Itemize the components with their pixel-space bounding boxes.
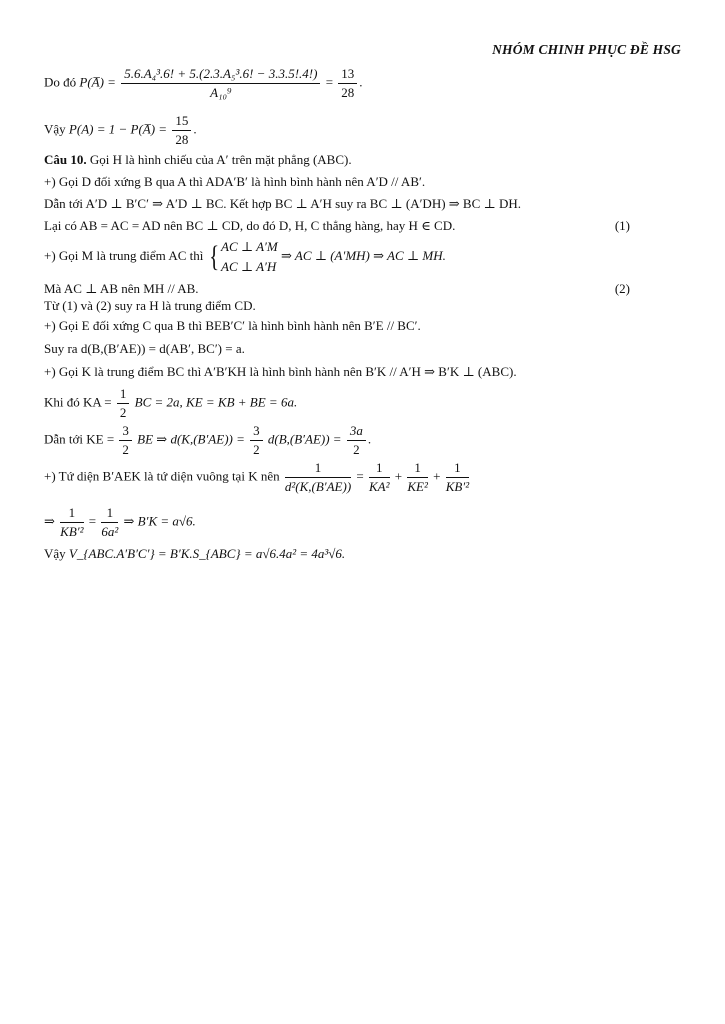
solution-line-12: +) Gọi K là trung điểm BC thì A′B′KH là hình bình hành nên B′K // A′H ⇒ B′K ⊥ (ABC). bbox=[44, 364, 517, 379]
solution-line-2: Vậy P(A) = 1 − P(A̅) = $\frac{15}{28}$ . bbox=[44, 113, 197, 147]
solution-line-5: Dẫn tới A′D ⊥ B′C′ ⇒ A′D ⊥ BC. Kết hợp BC ⊥ A′H suy ra BC ⊥ (A′DH) ⇒ BC ⊥ DH. bbox=[44, 196, 522, 211]
solution-line-9: Từ (1) và (2) suy ra H là trung điểm CD. bbox=[44, 298, 256, 313]
fraction: $\frac{15}{28}$ bbox=[172, 113, 191, 148]
equation-system: AC ⊥ A′M AC ⊥ A′H bbox=[221, 239, 278, 274]
brace-icon: { bbox=[208, 240, 219, 273]
solution-line-8: Mà AC ⊥ AB nên MH // AB. bbox=[44, 281, 199, 296]
solution-line-15: +) Tứ diện B′AEK là tứ diện vuông tại K nên $\frac{1}{\text{d²(K,(B′AE))}}$ = $\frac{1}{\text{KA²}}$ + $\frac{1}{\text{KE²}}$ + $\frac{1}{\text{KB′²}}$ bbox=[44, 460, 470, 494]
equation-tag-1: (1) bbox=[614, 218, 630, 233]
formula: P(A̅) = bbox=[79, 74, 116, 90]
solution-line-14: Dẫn tới KE = $\frac{3}{2}$ BE ⇒ d(K,(B′AE)) = $\frac{3}{2}$ d(B,(B′AE)) = $\frac{3a}{2}$ . bbox=[44, 423, 372, 457]
fraction: $\frac{1}{2}$ bbox=[117, 386, 130, 421]
question-heading: Câu 10. Gọi H là hình chiếu của A′ trên mặt phẳng (ABC). bbox=[44, 152, 352, 167]
page-header: NHÓM CHINH PHỤC ĐỀ HSG bbox=[492, 42, 681, 57]
fraction: $\frac{\text{5.6.A₄³.6! + 5.(2.3.A₅³.6! − 3.3.5!.4!)}}{\text{A₁₀⁹}}$ bbox=[121, 66, 320, 101]
solution-line-13: Khi đó KA = $\frac{1}{2}$ BC = 2a, KE = KB + BE = 6a. bbox=[44, 386, 298, 420]
solution-line-17: Vậy V_{ABC.A′B′C′} = B′K.S_{ABC} = a√6.4a² = 4a³√6. bbox=[44, 546, 346, 561]
solution-line-1: Do đó P(A̅) = $\frac{\text{5.6.A₄³.6! + 5.(2.3.A₅³.6! − 3.3.5!.4!)}}{\text{A₁₀⁹}}$ = $\frac{13}{28}$ . bbox=[44, 66, 363, 100]
equation-tag-2: (2) bbox=[614, 281, 630, 296]
solution-line-16: ⇒ $\frac{1}{\text{KB′²}}$ = $\frac{1}{\text{6a²}}$ ⇒ B′K = a√6. bbox=[44, 505, 196, 539]
text: Do đó bbox=[44, 74, 77, 90]
solution-line-4: +) Gọi D đối xứng B qua A thì ADA′B′ là hình bình hành nên A′D // AB′. bbox=[44, 174, 426, 189]
solution-line-7: +) Gọi M là trung điểm AC thì { AC ⊥ A′M AC ⊥ A′H ⇒ AC ⊥ (A′MH) ⇒ AC ⊥ MH. bbox=[44, 237, 446, 277]
solution-line-11: Suy ra d(B,(B′AE)) = d(AB′, BC′) = a. bbox=[44, 341, 245, 356]
solution-line-6: Lại có AB = AC = AD nên BC ⊥ CD, do đó D, H, C thẳng hàng, hay H ∈ CD. bbox=[44, 218, 456, 233]
solution-line-10: +) Gọi E đối xứng C qua B thì BEB′C′ là hình bình hành nên B′E // BC′. bbox=[44, 318, 421, 333]
question-number: Câu 10. bbox=[44, 152, 87, 167]
fraction: $\frac{13}{28}$ bbox=[338, 66, 357, 101]
